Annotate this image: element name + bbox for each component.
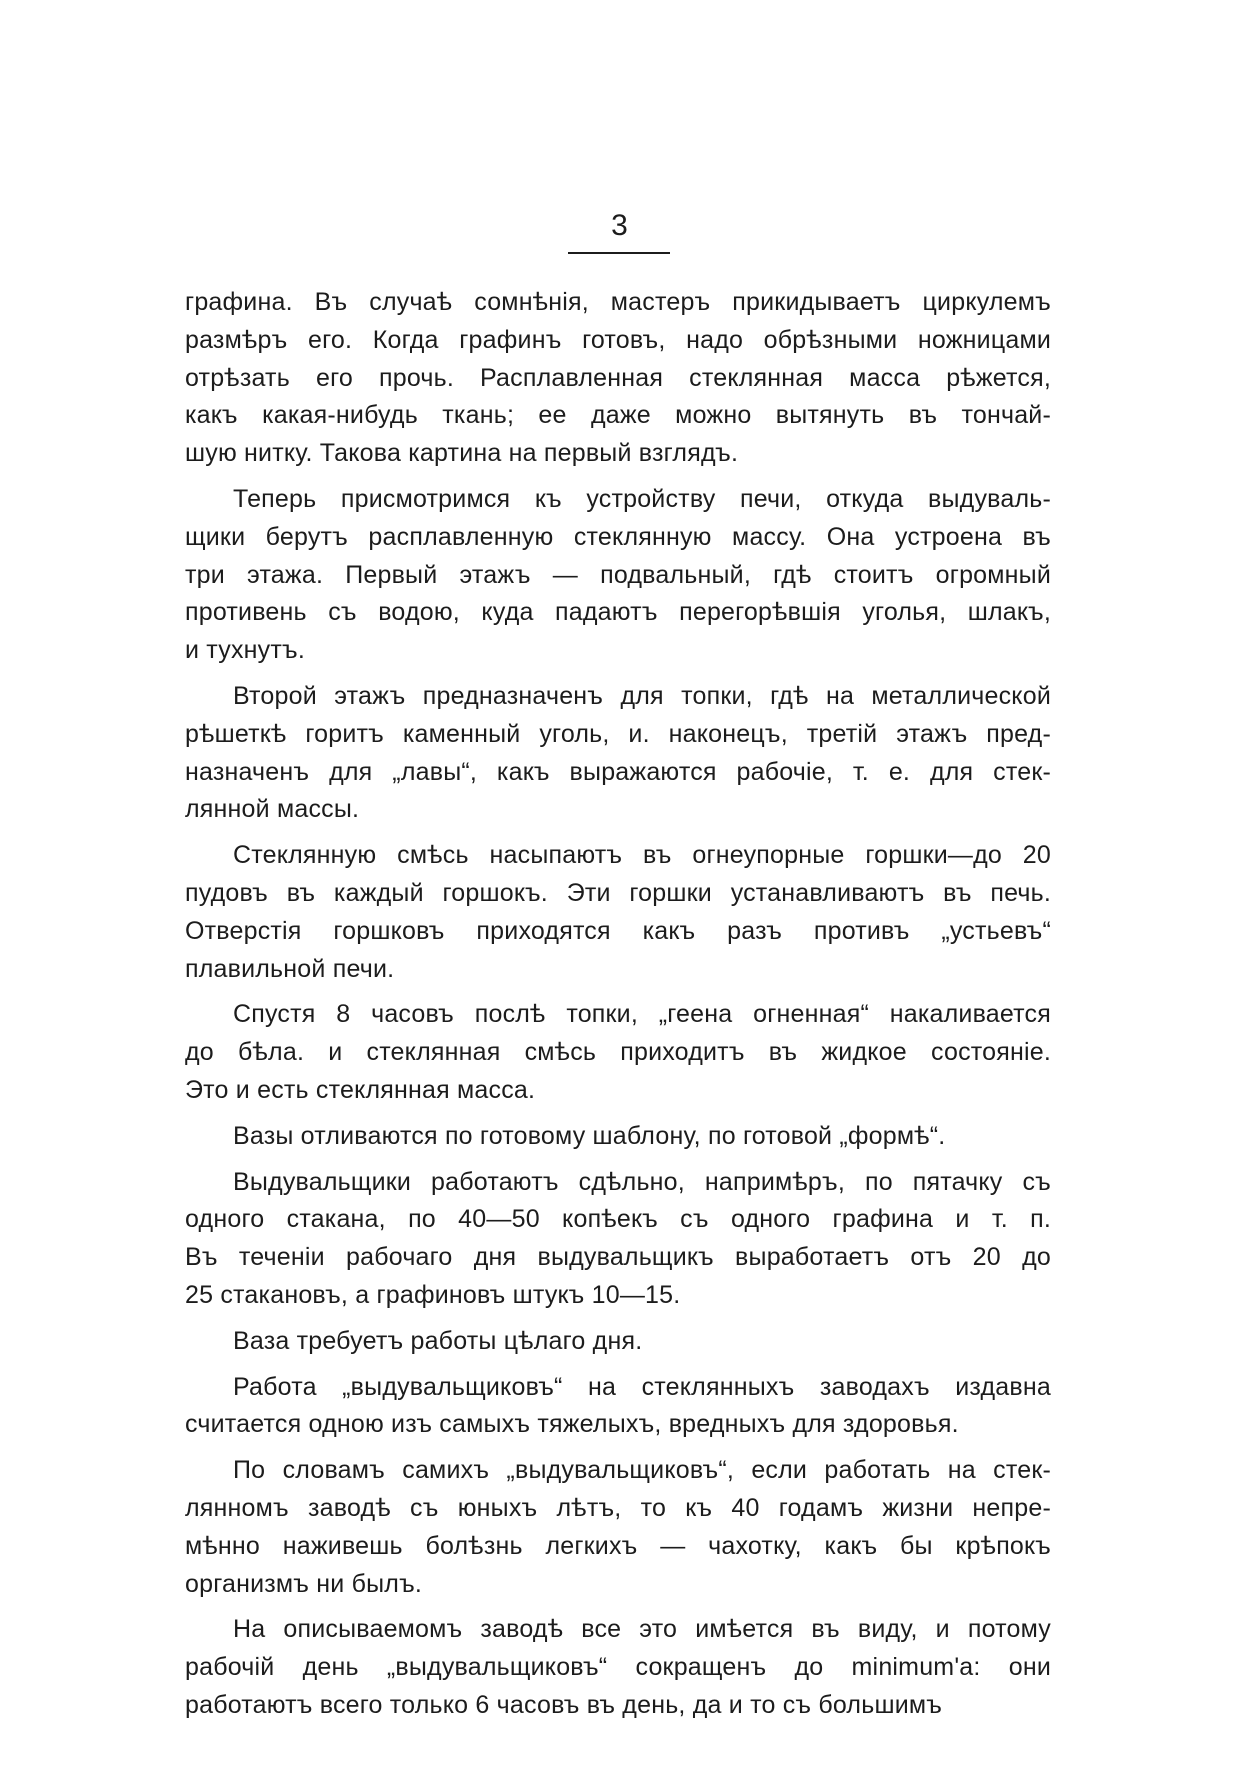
text-line: лянной массы. (185, 795, 360, 824)
text-line: и тухнутъ. (185, 636, 305, 665)
text-line: На описываемомъ заводѣ все это имѣется въ виду, и потому (233, 1615, 1051, 1644)
text-line: мѣнно наживешь болѣзнь легкихъ — чахотку, какъ бы крѣпокъ (185, 1531, 1051, 1560)
page-number: 3 (611, 209, 629, 242)
text-line: организмъ ни былъ. (185, 1569, 423, 1598)
text-line: одного стакана, по 40—50 копѣекъ съ одного графина и т. п. (185, 1205, 1051, 1234)
page-number-rule (568, 252, 670, 254)
text-line: Выдувальщики работаютъ сдѣльно, напримѣръ, по пятачку съ (233, 1167, 1051, 1196)
paragraph (185, 1452, 1051, 1603)
text-line: назначенъ для „лавы“, какъ выражаются рабочіе, т. е. для стек- (185, 757, 1051, 786)
text-line: Второй этажъ предназначенъ для топки, гдѣ на металлической (233, 681, 1051, 710)
paragraph (185, 996, 1051, 1109)
paragraph (185, 284, 1051, 473)
text-line: По словамъ самихъ „выдувальщиковъ“, если работать на стек- (233, 1456, 1051, 1485)
paragraph (185, 1369, 1051, 1445)
text-line: пудовъ въ каждый горшокъ. Эти горшки устанавливаютъ въ печь. (185, 878, 1051, 907)
text-line: Отверстія горшковъ приходятся какъ разъ противъ „устьевъ“ (185, 916, 1051, 945)
text-line: Ваза требуетъ работы цѣлаго дня. (233, 1326, 643, 1355)
text-line: плавильной печи. (185, 954, 395, 983)
text-line: три этажа. Первый этажъ — подвальный, гдѣ стоитъ огромный (185, 560, 1051, 589)
text-line: Теперь присмотримся къ устройству печи, откуда выдуваль- (233, 484, 1051, 513)
body-text (185, 284, 1051, 1733)
text-line: Вазы отливаются по готовому шаблону, по готовой „формѣ“. (233, 1121, 946, 1150)
paragraph (185, 1118, 1051, 1156)
paragraph (185, 1323, 1051, 1361)
text-line: противень съ водою, куда падаютъ перегорѣвшія уголья, шлакъ, (185, 598, 1051, 627)
paragraph (185, 1164, 1051, 1315)
text-line: до бѣла. и стеклянная смѣсь приходитъ въ жидкое состояніе. (185, 1038, 1051, 1067)
text-line: шую нитку. Такова картина на первый взглядъ. (185, 439, 739, 468)
text-line: считается одною изъ самыхъ тяжелыхъ, вредныхъ для здоровья. (185, 1410, 959, 1439)
text-line: Стеклянную смѣсь насыпаютъ въ огнеупорные горшки—до 20 (233, 841, 1051, 870)
text-line: рѣшеткѣ горитъ каменный уголь, и. наконецъ, третій этажъ пред- (185, 719, 1051, 748)
paragraph (185, 1611, 1051, 1724)
text-line: графина. Въ случаѣ сомнѣнія, мастеръ прикидываетъ циркулемъ (185, 288, 1051, 316)
text-line: щики берутъ расплавленную стеклянную массу. Она устроена въ (185, 522, 1051, 551)
text-line: отрѣзать его прочь. Расплавленная стеклянная масса рѣжется, (185, 363, 1051, 392)
text-line: Въ теченіи рабочаго дня выдувальщикъ выработаетъ отъ 20 до (185, 1243, 1051, 1272)
text-line: Это и есть стеклянная масса. (185, 1075, 536, 1104)
paragraph (185, 481, 1051, 670)
text-line: 25 стакановъ, а графиновъ штукъ 10—15. (185, 1280, 681, 1309)
paragraph (185, 837, 1051, 988)
text-line: лянномъ заводѣ съ юныхъ лѣтъ, то къ 40 годамъ жизни непре- (185, 1493, 1051, 1522)
paragraph (185, 678, 1051, 829)
text-line: размѣръ его. Когда графинъ готовъ, надо обрѣзными ножницами (185, 325, 1051, 354)
text-line: работаютъ всего только 6 часовъ въ день, да и то съ большимъ (185, 1690, 943, 1719)
text-line: какъ какая-нибудь ткань; ее даже можно вытянуть въ тончай- (185, 401, 1051, 430)
text-line: рабочій день „выдувальщиковъ“ сокращенъ до minimum'a: они (185, 1653, 1051, 1682)
text-line: Спустя 8 часовъ послѣ топки, „геена огненная“ накаливается (233, 1000, 1051, 1029)
text-line: Работа „выдувальщиковъ“ на стеклянныхъ заводахъ издавна (233, 1372, 1051, 1401)
